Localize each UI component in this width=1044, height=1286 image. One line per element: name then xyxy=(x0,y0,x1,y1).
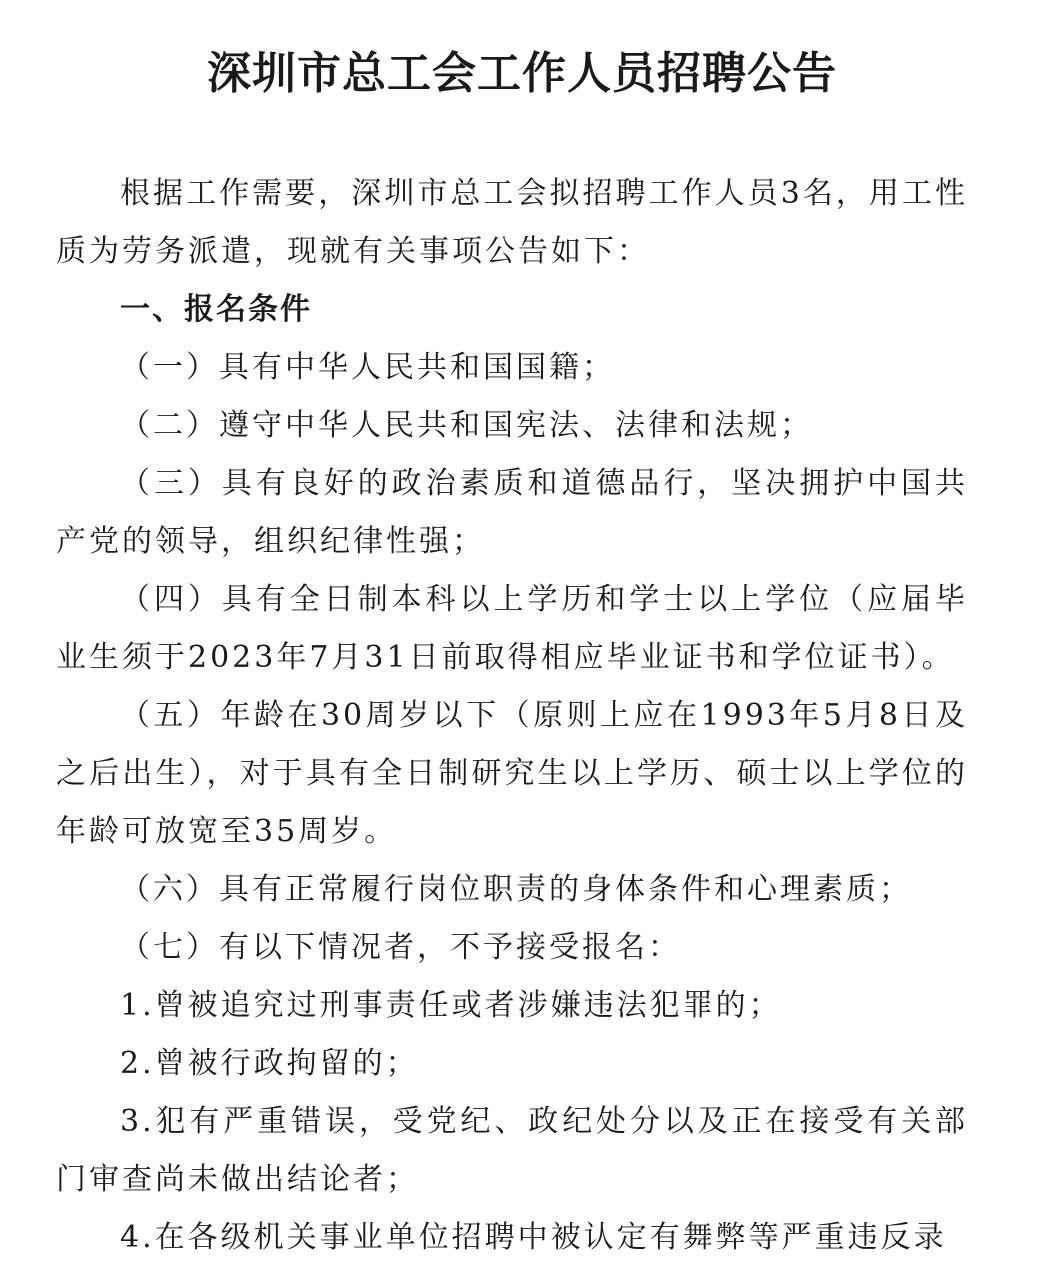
condition-item-4: （四）具有全日制本科以上学历和学士以上学位（应届毕业生须于2023年7月31日前取得相应毕业证书和学位证书）。 xyxy=(56,582,968,675)
condition-item-3: （三）具有良好的政治素质和道德品行，坚决拥护中国共产党的领导，组织纪律性强； xyxy=(56,466,968,559)
exclusion-item-4: 4.在各级机关事业单位招聘中被认定有舞弊等严重违反录 xyxy=(120,1220,947,1255)
exclusion-item-2: 2.曾被行政拘留的； xyxy=(120,1046,419,1081)
intro-paragraph: 根据工作需要，深圳市总工会拟招聘工作人员3名，用工性质为劳务派遣，现就有关事项公告如下： xyxy=(56,176,968,269)
document-title: 深圳市总工会工作人员招聘公告 xyxy=(207,48,837,99)
document-body xyxy=(56,165,968,1267)
condition-item-1: （一）具有中华人民共和国国籍； xyxy=(120,350,615,385)
condition-item-2: （二）遵守中华人民共和国宪法、法律和法规； xyxy=(120,408,813,443)
condition-item-7: （七）有以下情况者，不予接受报名： xyxy=(120,930,681,965)
exclusion-item-3: 3.犯有严重错误，受党纪、政纪处分以及正在接受有关部门审查尚未做出结论者； xyxy=(56,1104,968,1197)
section-heading-registration-conditions: 一、报名条件 xyxy=(120,292,312,327)
condition-item-6: （六）具有正常履行岗位职责的身体条件和心理素质； xyxy=(120,872,912,907)
exclusion-item-1: 1.曾被追究过刑事责任或者涉嫌违法犯罪的； xyxy=(120,988,782,1023)
condition-item-5: （五）年龄在30周岁以下（原则上应在1993年5月8日及之后出生），对于具有全日制研究生以上学历、硕士以上学位的年龄可放宽至35周岁。 xyxy=(56,698,968,849)
